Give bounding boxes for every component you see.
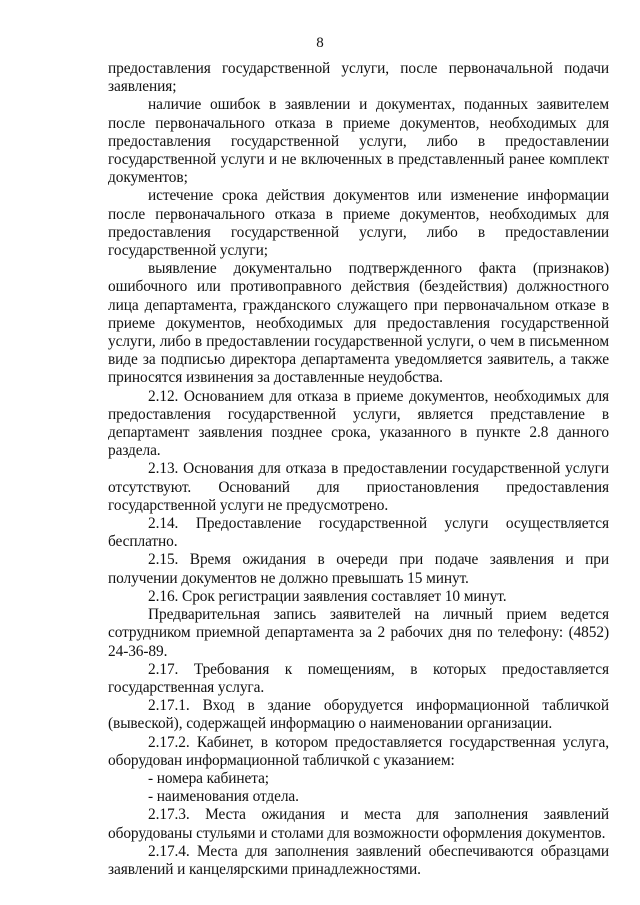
page-number: 8 <box>316 35 324 51</box>
list-item-room-number: - номера кабинета; <box>148 769 269 787</box>
paragraph-documents-expiry: истечение срока действия документов или изменение информации после первоначального отказа в приеме документов, необходимых для предоставления государственной услуги, либо в предоставлении государственной услуги; <box>108 187 609 260</box>
paragraph-2-17-2: 2.17.2. Кабинет, в котором предоставляется государственная услуга, оборудован информационной табличкой с указанием: <box>108 733 609 769</box>
paragraph-preliminary-appointment: Предварительная запись заявителей на личный прием ведется сотрудником приемной департамента за 2 рабочих дня по телефону: (4852) 24-36-89. <box>108 606 609 660</box>
paragraph-2-13: 2.13. Основания для отказа в предоставлении государственной услуги отсутствуют. Оснований для приостановления предоставления государственной услуги не предусмотрено. <box>108 460 609 514</box>
paragraph-2-17-4: 2.17.4. Места для заполнения заявлений обеспечиваются образцами заявлений и канцелярскими принадлежностями. <box>108 842 609 878</box>
paragraph-2-12: 2.12. Основанием для отказа в приеме документов, необходимых для предоставления государственной услуги, является представление в департамент заявления позднее срока, указанного в пункте 2.8 данного раздела. <box>108 387 609 460</box>
paragraph-continuation: предоставления государственной услуги, после первоначальной подачи заявления; <box>108 60 609 96</box>
paragraph-erroneous-action: выявление документально подтвержденного факта (признаков) ошибочного или противоправного действия (бездействия) должностного лица департамента, гражданского служащего при первоначальном отказе в приеме документов, необходимых для предоставления государственной услуги, либо в предоставлении государственной услуги, о чем в письменном виде за подписью директора департамента уведомляется заявитель, а также приносятся извинения за доставленные неудобства. <box>108 260 609 387</box>
paragraph-2-15: 2.15. Время ожидания в очереди при подаче заявления и при получении документов не должно превышать 15 минут. <box>108 551 609 587</box>
list-item-department-name: - наименования отдела. <box>148 788 299 806</box>
paragraph-2-14: 2.14. Предоставление государственной услуги осуществляется бесплатно. <box>108 515 609 551</box>
paragraph-2-17-3: 2.17.3. Места ожидания и места для заполнения заявлений оборудованы стульями и столами для возможности оформления документов. <box>108 806 609 842</box>
paragraph-2-17: 2.17. Требования к помещениям, в которых предоставляется государственная услуга. <box>108 660 609 696</box>
paragraph-errors-in-application: наличие ошибок в заявлении и документах, поданных заявителем после первоначального отказа в приеме документов, необходимых для предоставления государственной услуги, либо в предоставлении государственной услуги и не включенных в представленный ранее комплект документов; <box>108 96 609 187</box>
paragraph-2-16: 2.16. Срок регистрации заявления составляет 10 минут. <box>148 587 507 605</box>
document-body <box>108 60 609 879</box>
paragraph-2-17-1: 2.17.1. Вход в здание оборудуется информационной табличкой (вывеской), содержащей информацию о наименовании организации. <box>108 697 609 733</box>
